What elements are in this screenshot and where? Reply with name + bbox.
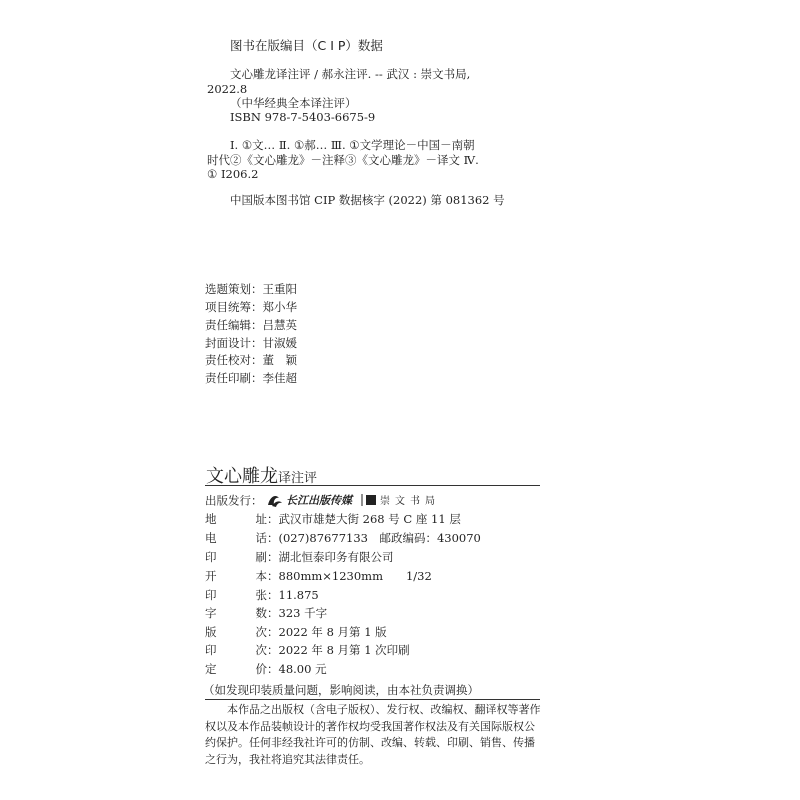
publisher-row [205, 492, 436, 511]
staff-planner: 选题策划：王重阳 [205, 282, 297, 296]
info-label: 印刷 [205, 550, 267, 564]
info-label: 版次 [205, 625, 267, 639]
info-printer: 印刷：湖北恒泰印务有限公司 [205, 550, 394, 564]
publisher-logo [266, 492, 436, 511]
quality-note: （如发现印装质量问题，影响阅读，由本社负责调换） [203, 683, 479, 697]
cip-record-number: 中国版本图书馆 CIP 数据核字 (2022) 第 081362 号 [230, 193, 505, 207]
info-price: 定价：48.00 元 [205, 662, 327, 676]
info-label: 印次 [205, 643, 267, 657]
publisher-label: 出版发行： [205, 493, 263, 508]
info-label: 字数 [205, 606, 267, 620]
cip-date-line: 2022.8 [207, 82, 248, 96]
info-value: (027)87677133 邮政编码：430070 [278, 531, 481, 545]
copyright-divider [205, 699, 540, 700]
info-value: 武汉市雄楚大街 268 号 C 座 11 层 [278, 512, 461, 526]
info-value: 48.00 元 [278, 662, 327, 676]
info-value: 880mm×1230mm 1/32 [278, 569, 432, 583]
info-printing: 印次：2022 年 8 月第 1 次印刷 [205, 643, 410, 657]
info-word-count: 字数：323 千字 [205, 606, 328, 620]
info-sheets: 印张：11.875 [205, 588, 319, 602]
cip-isbn-line: ISBN 978-7-5403-6675-9 [230, 110, 376, 124]
book-title-sub: 译注评 [278, 471, 318, 486]
copyright-notice: 本作品之出版权（含电子版权）、发行权、改编权、翻译权等著作权以及本作品装帧设计的著作权均受我国著作权法及有关国际版权公约保护。任何非经我社许可的仿制、改编、转载、印刷、销售、传播之行为，我社将追究其法律责任。 [205, 703, 541, 766]
info-label: 印张 [205, 588, 267, 602]
info-value: 2022 年 8 月第 1 版 [278, 625, 387, 639]
cip-heading: 图书在版编目（C I P）数据 [230, 38, 383, 53]
info-label: 定价 [205, 662, 267, 676]
info-value: 2022 年 8 月第 1 次印刷 [278, 643, 410, 657]
staff-coordinator: 项目统筹：郑小华 [205, 300, 297, 314]
publisher-logo-graphic [266, 492, 436, 508]
info-label: 开本 [205, 569, 267, 583]
info-edition: 版次：2022 年 8 月第 1 版 [205, 625, 387, 639]
info-value: 湖北恒泰印务有限公司 [278, 550, 394, 564]
staff-proofreader: 责任校对：董 颖 [205, 353, 297, 367]
cip-series-line: （中华经典全本译注评） [230, 96, 357, 110]
svg-text:崇文书局: 崇文书局 [380, 496, 437, 507]
svg-text:长江出版传媒: 长江出版传媒 [286, 494, 353, 507]
staff-editor: 责任编辑：吕慧英 [205, 318, 297, 332]
cip-title-line: 文心雕龙译注评 / 郝永注评. -- 武汉 : 崇文书局, [230, 67, 471, 81]
info-value: 11.875 [278, 588, 319, 602]
info-phone: 电话：(027)87677133 邮政编码：430070 [205, 531, 481, 545]
book-title-main: 文心雕龙 [206, 466, 278, 487]
info-address: 地址：武汉市雄楚大街 268 号 C 座 11 层 [205, 512, 461, 526]
title-divider [205, 485, 540, 486]
info-value: 323 千字 [278, 606, 328, 620]
staff-printing-manager: 责任印刷：李佳超 [205, 371, 297, 385]
cip-subject-line-2: 时代②《文心雕龙》－注释③《文心雕龙》－译文 Ⅳ. [207, 153, 479, 167]
info-label: 电话 [205, 531, 267, 545]
info-label: 地址 [205, 512, 267, 526]
info-format: 开本：880mm×1230mm 1/32 [205, 569, 432, 583]
cip-subject-line: Ⅰ. ①文… Ⅱ. ①郝… Ⅲ. ①文学理论－中国－南朝 [230, 138, 475, 152]
cip-classification-line: ① I206.2 [207, 167, 259, 181]
staff-cover-designer: 封面设计：甘淑媛 [205, 336, 297, 350]
